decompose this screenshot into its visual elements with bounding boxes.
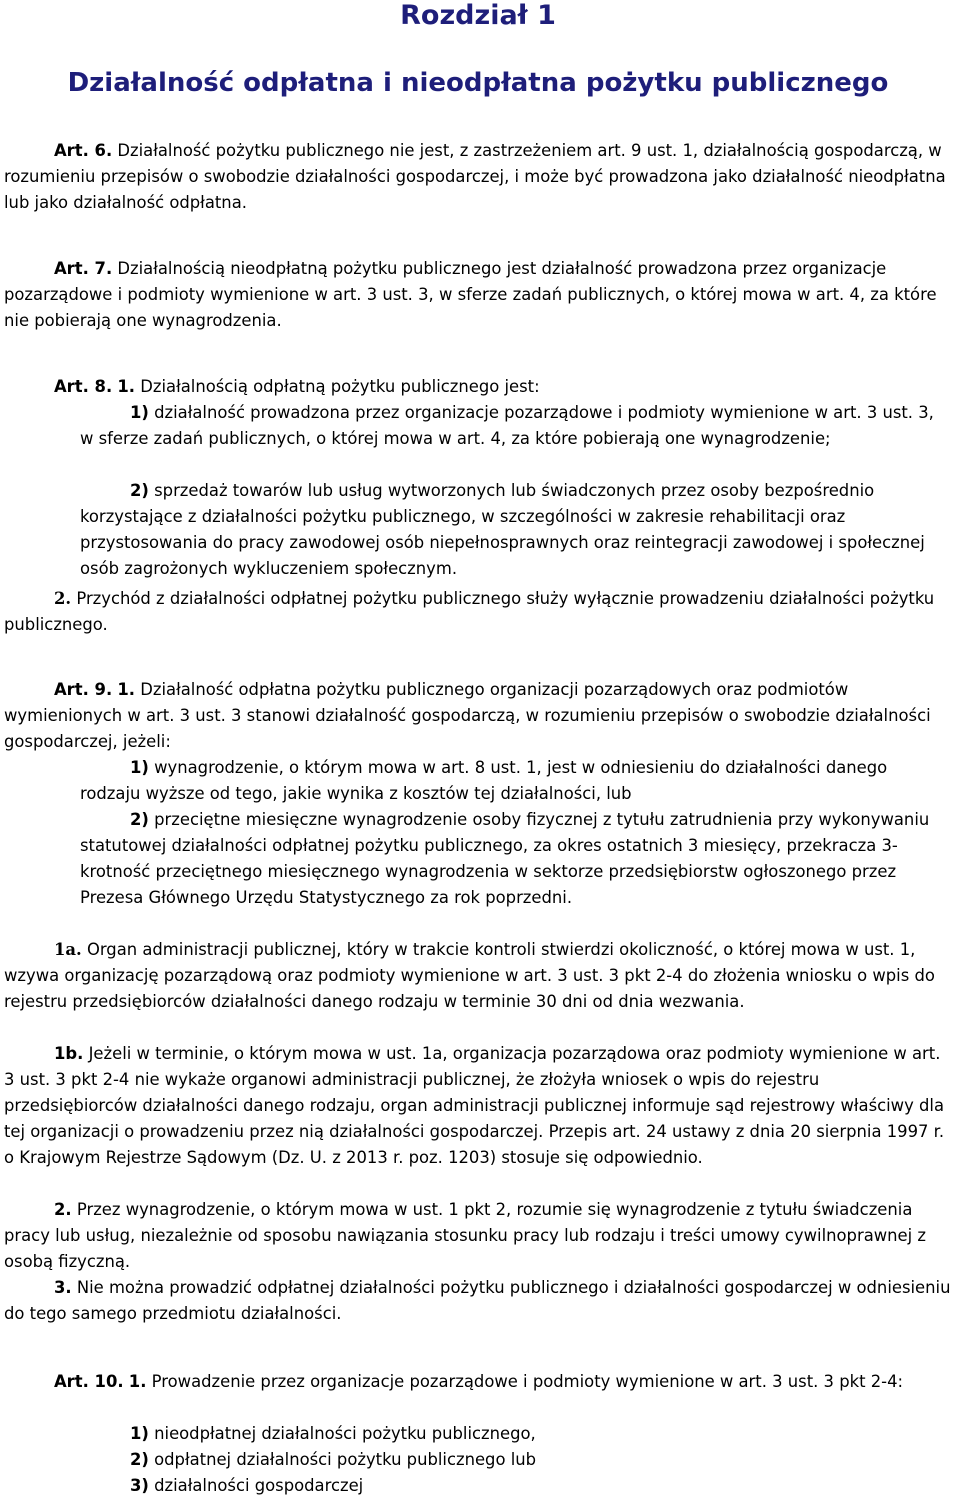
article-9-ust-1b: [4, 1041, 952, 1171]
article-10-item-3-text: działalności gospodarczej: [154, 1476, 364, 1495]
article-10-ust-1-label: 1.: [128, 1372, 147, 1391]
article-9-ust-1a-text: Organ administracji publicznej, który w trakcie kontroli stwierdzi okoliczność, o której mowa w ust. 1, wzywa organizację pozarządową oraz podmioty wymienione w art. 3 ust. 3 pkt 2-4 do złożenia wniosku o wpis do rejestru przedsiębiorców działalności danego rodzaju w terminie 30 dni od dnia wezwania.: [4, 940, 935, 1011]
article-8-ust-2: [4, 586, 952, 638]
article-10-label: Art. 10.: [54, 1372, 124, 1391]
article-6-text: Działalność pożytku publicznego nie jest, z zastrzeżeniem art. 9 ust. 1, działalnością gospodarczą, w rozumieniu przepisów o swobodzie działalności gospodarczej, i może być prowadzona jako działalność nieodpłatna lub jako działalność odpłatna.: [4, 141, 946, 212]
article-8-label: Art. 8.: [54, 377, 113, 396]
article-9-ust-2-label: 2.: [54, 1200, 72, 1219]
article-8-item-2-text: sprzedaż towarów lub usług wytworzonych lub świadczonych przez osoby bezpośrednio korzystające z działalności pożytku publicznego, w szczególności w zakresie rehabilitacji oraz przystosowania do pracy zawodowej osób niepełnosprawnych oraz reintegracji zawodowej i społecznej osób zagrożonych wykluczeniem społecznym.: [80, 481, 925, 578]
article-9-item-1-text: wynagrodzenie, o którym mowa w art. 8 ust. 1, jest w odniesieniu do działalności danego rodzaju wyższe od tego, jakie wynika z kosztów tej działalności, lub: [80, 758, 888, 803]
article-9-ust-2-text: Przez wynagrodzenie, o którym mowa w ust. 1 pkt 2, rozumie się wynagrodzenie z tytułu świadczenia pracy lub usług, niezależnie od sposobu nawiązania stosunku pracy lub rodzaju i treści umowy cywilnoprawnej z osobą fizyczną.: [4, 1200, 926, 1271]
article-9-ust-3-text: Nie można prowadzić odpłatnej działalności pożytku publicznego i działalności gospodarczej w odniesieniu do tego samego przedmiotu działalności.: [4, 1278, 951, 1323]
article-9-ust-1-text: Działalność odpłatna pożytku publicznego organizacji pozarządowych oraz podmiotów wymienionych w art. 3 ust. 3 stanowi działalność gospodarczą, w rozumieniu przepisów o swobodzie działalności gospodarczej, jeżeli:: [4, 680, 931, 751]
article-9-label: Art. 9.: [54, 680, 113, 699]
chapter-title: Rozdział 1: [400, 0, 556, 31]
article-8-ust-1-label: 1.: [117, 377, 136, 396]
article-10-item-1-text: nieodpłatnej działalności pożytku publicznego,: [154, 1424, 536, 1443]
article-10-item-3: [80, 1473, 952, 1499]
article-8-item-2-label: 2): [130, 481, 149, 500]
article-10-item-2-label: 2): [130, 1450, 149, 1469]
article-10-ust-1-text: Prowadzenie przez organizacje pozarządowe i podmioty wymienione w art. 3 ust. 3 pkt 2-4:: [151, 1372, 904, 1391]
article-6: [4, 138, 952, 216]
article-10-item-3-label: 3): [130, 1476, 149, 1495]
article-8-ust-2-text: Przychód z działalności odpłatnej pożytku publicznego służy wyłącznie prowadzeniu działalności pożytku publicznego.: [4, 589, 935, 634]
article-10-item-2-text: odpłatnej działalności pożytku publicznego lub: [154, 1450, 537, 1469]
article-9-ust-1: [4, 677, 952, 755]
article-8-item-2: [80, 478, 952, 582]
article-8-item-1-text: działalność prowadzona przez organizacje pozarządowe i podmioty wymienione w art. 3 ust. 3, w sferze zadań publicznych, o której mowa w art. 4, za które pobierają one wynagrodzenie;: [80, 403, 934, 448]
article-9-ust-1b-label: 1b.: [54, 1044, 84, 1063]
article-9-ust-2: [4, 1197, 952, 1275]
article-10-item-2: [80, 1447, 952, 1473]
article-10-ust-1: [4, 1369, 952, 1395]
article-9-ust-3-label: 3.: [54, 1278, 72, 1297]
article-8-ust-2-label: 2.: [54, 589, 72, 608]
article-10-item-1-label: 1): [130, 1424, 149, 1443]
article-7-text: Działalnością nieodpłatną pożytku publicznego jest działalność prowadzona przez organizacje pozarządowe i podmioty wymienione w art. 3 ust. 3, w sferze zadań publicznych, o której mowa w art. 4, za które nie pobierają one wynagrodzenia.: [4, 259, 937, 330]
article-9-item-1: [80, 755, 952, 807]
article-9-item-1-label: 1): [130, 758, 149, 777]
article-9-ust-1b-text: Jeżeli w terminie, o którym mowa w ust. 1a, organizacja pozarządowa oraz podmioty wymienione w art. 3 ust. 3 pkt 2-4 nie wykaże organowi administracji publicznej, że złożyła wniosek o wpis do rejestru przedsiębiorców działalności danego rodzaju, organ administracji publicznej informuje sąd rejestrowy właściwy dla tej organizacji o prowadzeniu przez nią działalności gospodarczej. Przepis art. 24 ustawy z dnia 20 sierpnia 1997 r. o Krajowym Rejestrze Sądowym (Dz. U. z 2013 r. poz. 1203) stosuje się odpowiednio.: [4, 1044, 945, 1167]
article-9-item-2: [80, 807, 952, 911]
article-7: [4, 256, 952, 334]
article-8-item-1: [80, 400, 952, 452]
article-9-item-2-text: przeciętne miesięczne wynagrodzenie osoby fizycznej z tytułu zatrudnienia przy wykonywaniu statutowej działalności odpłatnej pożytku publicznego, za okres ostatnich 3 miesięcy, przekracza 3-krotność przeciętnego miesięcznego wynagrodzenia w sektorze przedsiębiorstw ogłoszonego przez Prezesa Głównego Urzędu Statystycznego za rok poprzedni.: [80, 810, 930, 907]
article-9-ust-3: [4, 1275, 952, 1327]
article-9-ust-1-label: 1.: [117, 680, 136, 699]
article-6-label: Art. 6.: [54, 141, 113, 160]
article-8-ust-1-text: Działalnością odpłatną pożytku publicznego jest:: [140, 377, 540, 396]
article-10-item-1: [80, 1421, 952, 1447]
article-9-ust-1a-label: 1a.: [54, 940, 82, 959]
article-9-ust-1a: [4, 937, 952, 1015]
article-9-item-2-label: 2): [130, 810, 149, 829]
article-8-ust-1: [4, 374, 952, 400]
article-7-label: Art. 7.: [54, 259, 113, 278]
article-8-item-1-label: 1): [130, 403, 149, 422]
chapter-subtitle: Działalność odpłatna i nieodpłatna pożytku publicznego: [67, 68, 889, 98]
